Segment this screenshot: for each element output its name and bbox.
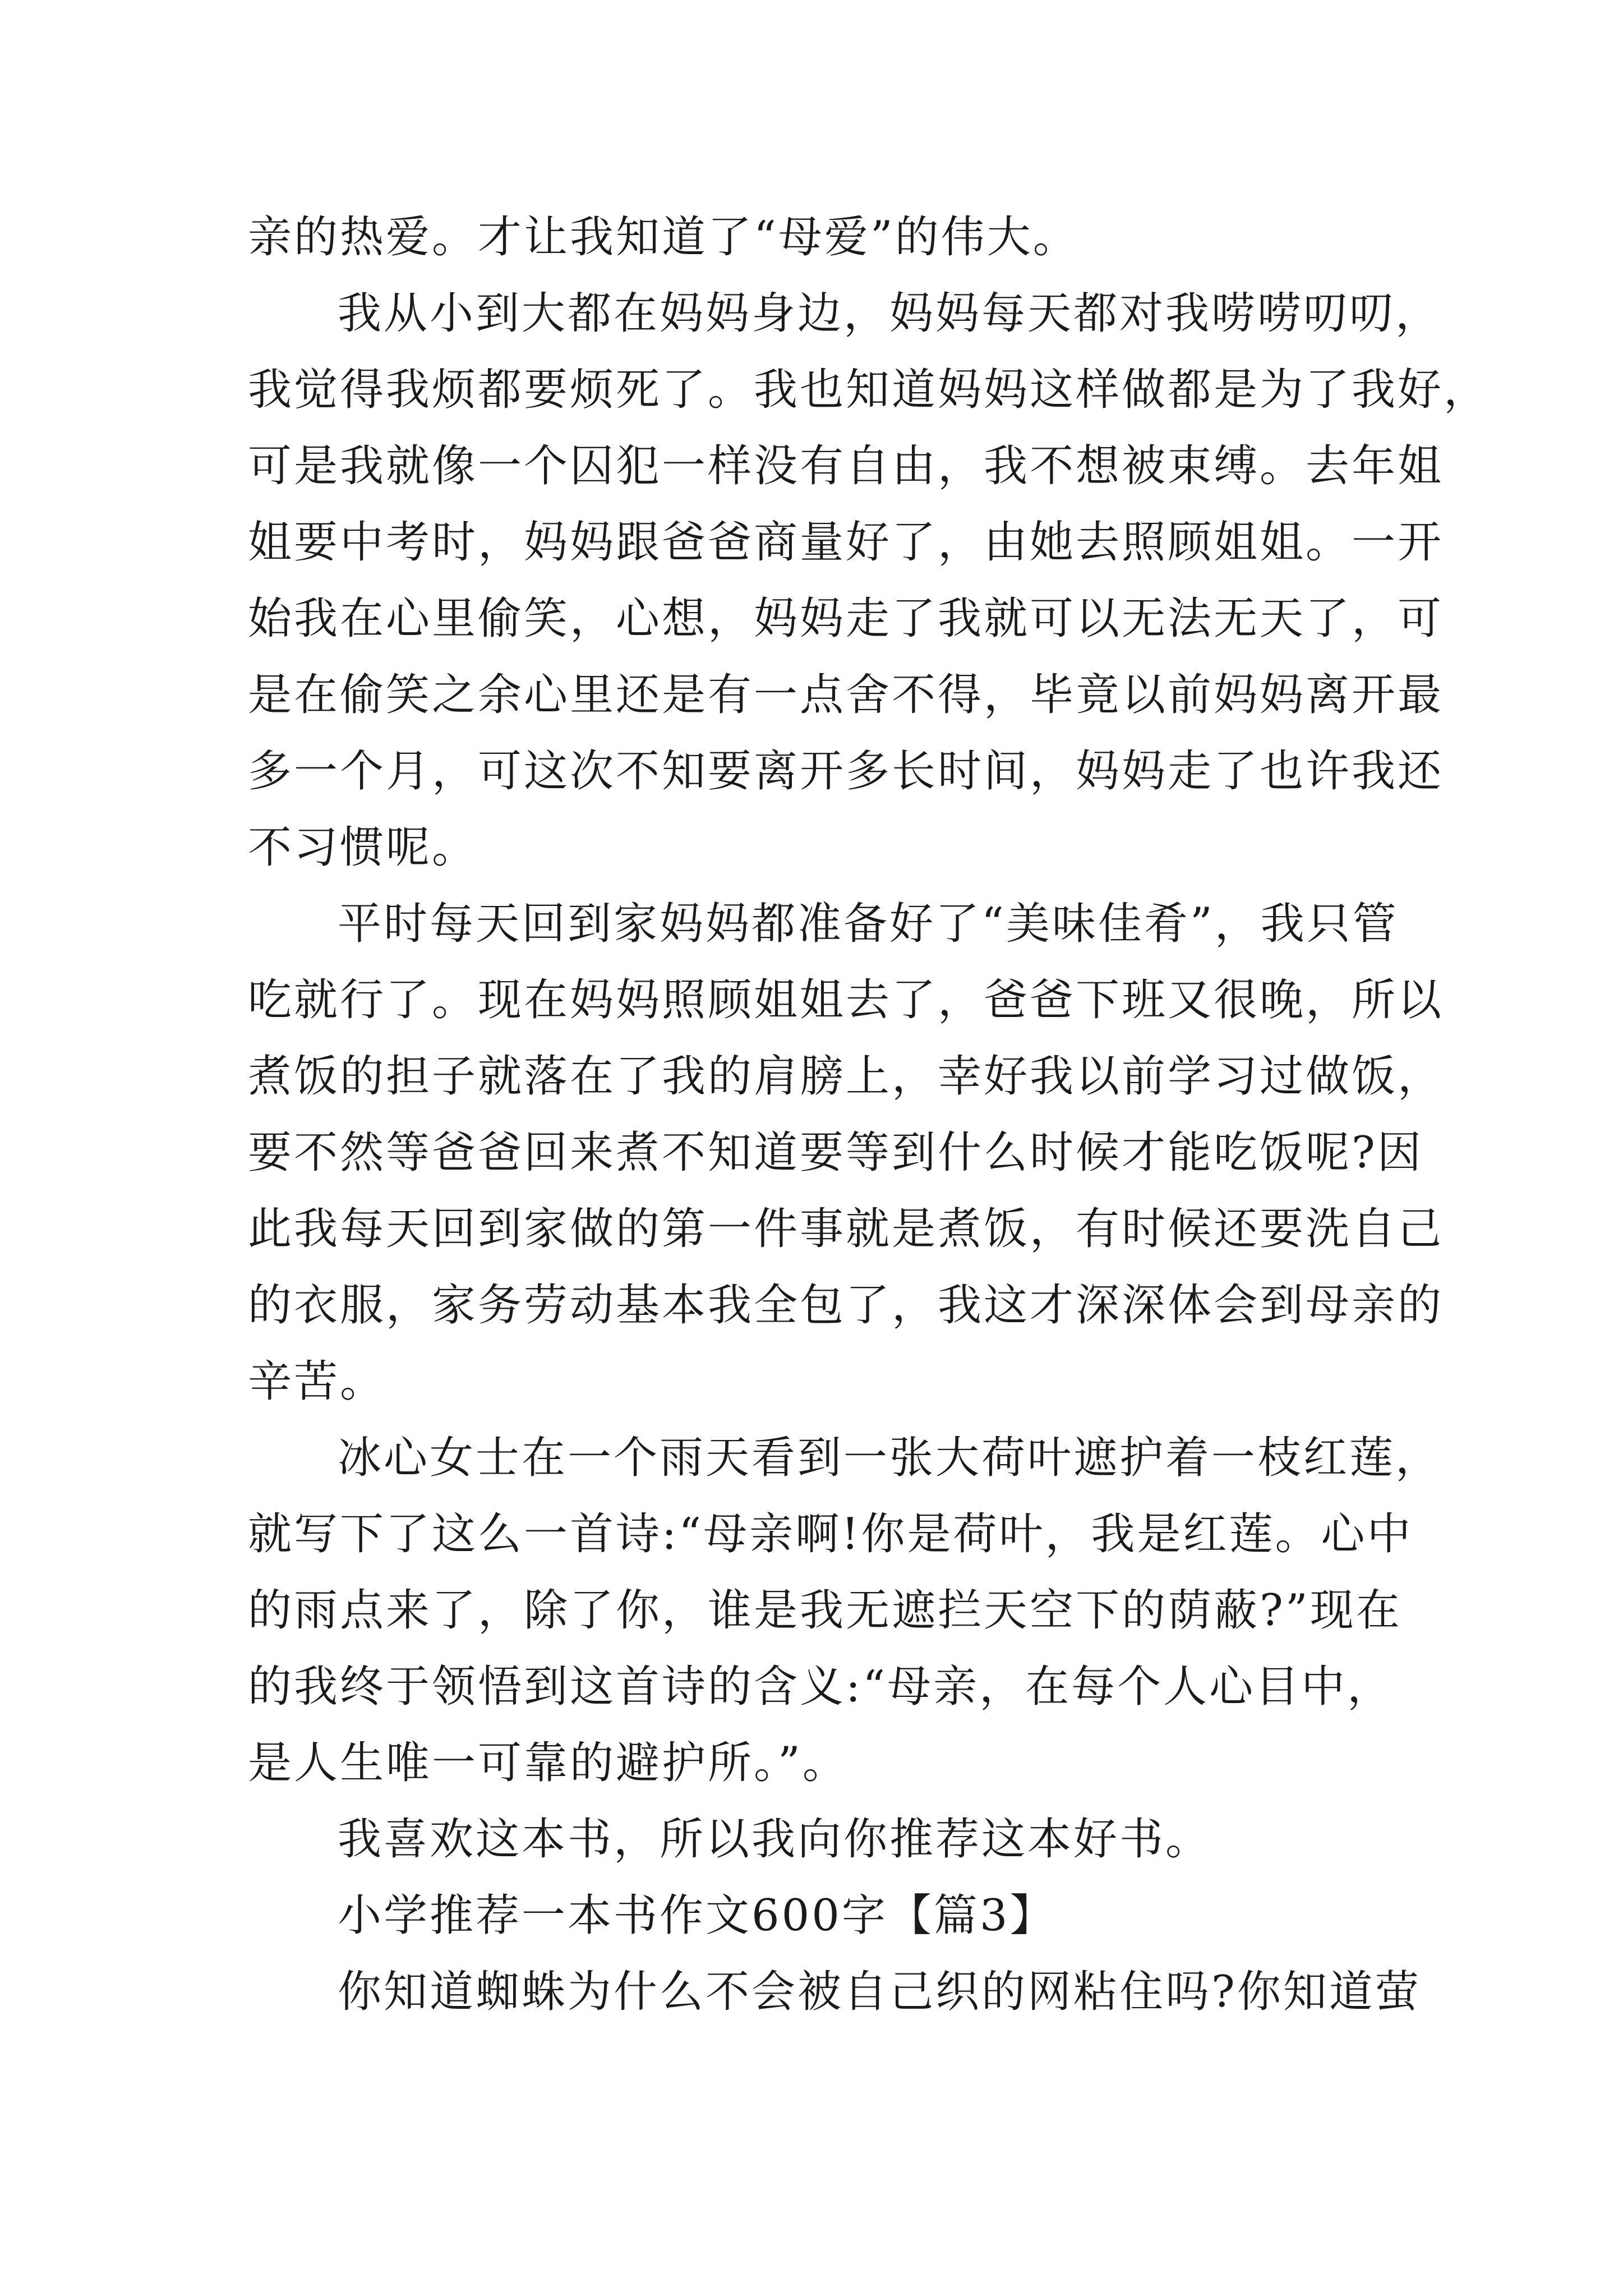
text-line: 就写下了这么一首诗:“母亲啊!你是荷叶，我是红莲。心中 — [248, 1509, 1413, 1559]
document-body — [248, 199, 1490, 2030]
text-line: 是人生唯一可靠的避护所。”。 — [248, 1738, 849, 1788]
text-line: 的衣服，家务劳动基本我全包了，我这才深深体会到母亲的 — [248, 1280, 1444, 1331]
text-line: 吃就行了。现在妈妈照顾姐姐去了，爸爸下班又很晚，所以 — [248, 975, 1444, 1025]
text-line: 煮饭的担子就落在了我的肩膀上，幸好我以前学习过做饭， — [248, 1051, 1444, 1102]
text-line: 是在偷笑之余心里还是有一点舍不得，毕竟以前妈妈离开最 — [248, 670, 1444, 720]
text-line: 不习惯呢。 — [248, 822, 478, 873]
text-line: 可是我就像一个囚犯一样没有自由，我不想被束缚。去年姐 — [248, 441, 1444, 491]
text-line: 你知道蜘蛛为什么不会被自己织的网粘住吗?你知道萤 — [338, 1967, 1421, 2017]
text-line: 平时每天回到家妈妈都准备好了“美味佳肴”，我只管 — [338, 899, 1399, 949]
text-line: 始我在心里偷笑，心想，妈妈走了我就可以无法无天了，可 — [248, 593, 1444, 644]
text-line: 姐要中考时，妈妈跟爸爸商量好了，由她去照顾姐姐。一开 — [248, 517, 1444, 568]
text-line: 的我终于领悟到这首诗的含义:“母亲，在每个人心目中， — [248, 1662, 1394, 1712]
text-line: 辛苦。 — [248, 1356, 386, 1407]
text-line: 我喜欢这本书，所以我向你推荐这本好书。 — [338, 1814, 1212, 1865]
text-line: 的雨点来了，除了你，谁是我无遮拦天空下的荫蔽?”现在 — [248, 1585, 1402, 1636]
section-heading: 小学推荐一本书作文600字【篇3】 — [338, 1890, 1056, 1941]
text-line: 亲的热爱。才让我知道了“母爱”的伟大。 — [248, 212, 1079, 263]
text-line: 我觉得我烦都要烦死了。我也知道妈妈这样做都是为了我好， — [248, 365, 1490, 415]
text-line: 要不然等爸爸回来煮不知道要等到什么时候才能吃饭呢?因 — [248, 1128, 1423, 1178]
text-line: 多一个月，可这次不知要离开多长时间，妈妈走了也许我还 — [248, 746, 1444, 797]
text-line: 此我每天回到家做的第一件事就是煮饭，有时候还要洗自己 — [248, 1204, 1444, 1254]
text-line: 冰心女士在一个雨天看到一张大荷叶遮护着一枝红莲， — [338, 1433, 1442, 1483]
text-line: 我从小到大都在妈妈身边，妈妈每天都对我唠唠叨叨， — [338, 288, 1442, 339]
